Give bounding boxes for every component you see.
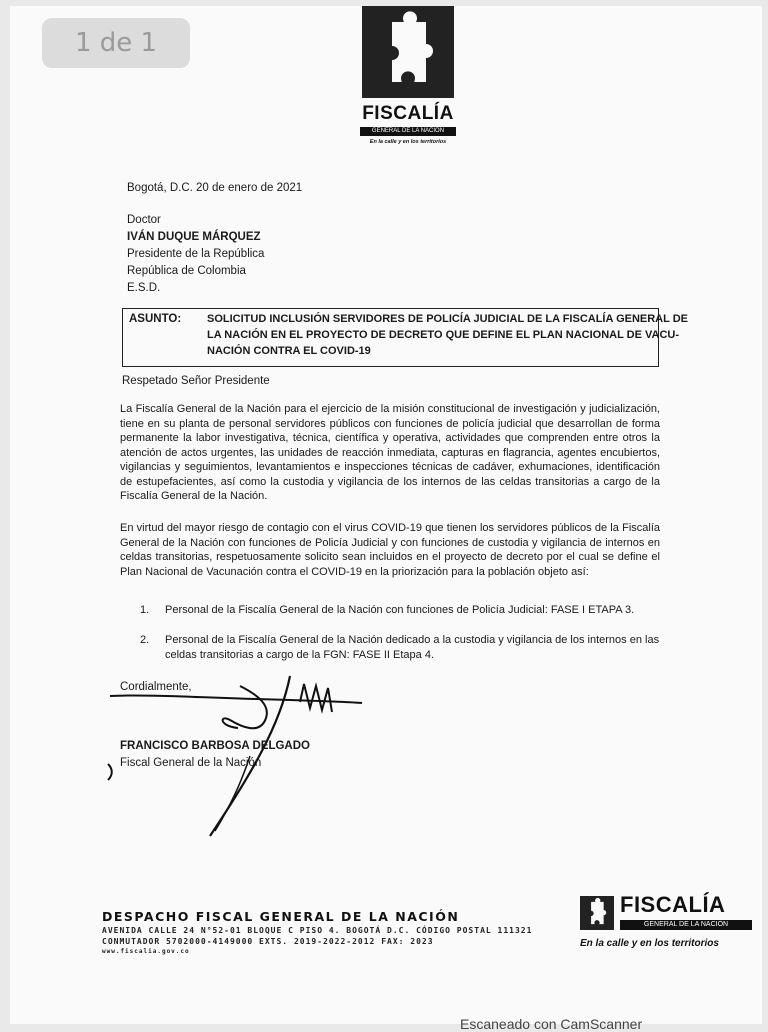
recipient-country: República de Colombia	[127, 265, 246, 277]
paragraph-1: La Fiscalía General de la Nación para el ejercicio de la misión constitucional de investigación y judicialización, tiene en su planta de personal servidores públicos con funciones de policía judicial que desarrollan de forma permanente la labor investigativa, técnica, científica y operativa, actividades que comprenden entre otros la atención de actos urgentes, las unidades de reacción inmediata, capturas en flagrancia, agentes encubiertos, vigilancias y seguimientos, levantamientos e inspecciones técnicas de cadáver, exhumaciones, identificación de estupefacientes, así como la custodia y vigilancia de los internos de las celdas transitorias a cargo de la Fiscalía General de la Nación.	[120, 403, 660, 502]
recipient-role: Presidente de la República	[127, 248, 265, 260]
subject-line-1: SOLICITUD INCLUSIÓN SERVIDORES DE POLICÍA JUDICIAL DE LA FISCALÍA GENERAL DE	[207, 313, 688, 325]
footer-website: www.fiscalia.gov.co	[102, 948, 190, 955]
puzzle-logo-icon	[362, 6, 454, 98]
page-indicator: 1 de 1	[42, 18, 190, 68]
puzzle-logo-small-icon	[580, 896, 614, 930]
salutation-title: Doctor	[127, 214, 161, 226]
footer-logo-bar: GENERAL DE LA NACIÓN	[620, 920, 752, 930]
logo-subtitle-bar: GENERAL DE LA NACIÓN	[360, 127, 456, 136]
subject-line-3: NACIÓN CONTRA EL COVID-19	[207, 345, 371, 357]
recipient-name: IVÁN DUQUE MÁRQUEZ	[127, 231, 261, 243]
subject-line-2: LA NACIÓN EN EL PROYECTO DE DECRETO QUE DEFINE EL PLAN NACIONAL DE VACU-	[207, 329, 680, 341]
logo-wordmark: FISCALÍA	[362, 103, 454, 124]
footer-address: AVENIDA CALLE 24 N°52-01 BLOQUE C PISO 4. BOGOTÁ D.C. CÓDIGO POSTAL 111321	[102, 926, 533, 935]
list-item-2-number: 2.	[140, 634, 150, 646]
subject-label: ASUNTO:	[129, 313, 182, 325]
list-item-2-line-2: celdas transitorias a cargo de la FGN: FASE II Etapa 4.	[165, 649, 435, 661]
signer-title: Fiscal General de la Nación	[120, 757, 262, 769]
footer-logo-wordmark: FISCALÍA	[620, 892, 726, 917]
greeting: Respetado Señor Presidente	[122, 375, 270, 387]
camscanner-watermark: Escaneado con CamScanner	[460, 1016, 643, 1032]
list-item-1-text: Personal de la Fiscalía General de la Nación con funciones de Policía Judicial: FASE I ETAPA 3.	[165, 604, 635, 616]
footer-logo-motto: En la calle y en los territorios	[580, 938, 719, 949]
footer-phone: CONMUTADOR 5702000-4149000 EXTS. 2019-2022-2012 FAX: 2023	[102, 937, 434, 946]
date-line: Bogotá, D.C. 20 de enero de 2021	[127, 182, 303, 194]
signer-name: FRANCISCO BARBOSA DELGADO	[120, 740, 310, 752]
footer-office: DESPACHO FISCAL GENERAL DE LA NACIÓN	[102, 909, 460, 924]
fiscalia-logo-bottom	[576, 890, 762, 960]
closing: Cordialmente,	[120, 681, 192, 693]
subject-box	[122, 308, 688, 367]
list-item-2-line-1: Personal de la Fiscalía General de la Nación dedicado a la custodia y vigilancia de los internos en las	[165, 634, 660, 646]
recipient-esd: E.S.D.	[127, 282, 161, 294]
fiscalia-logo-top	[354, 6, 462, 156]
list-item-1-number: 1.	[140, 604, 150, 616]
paragraph-2: En virtud del mayor riesgo de contagio con el virus COVID-19 que tienen los servidores públicos de la Fiscalía General de la Nación con funciones de Policía Judicial y con funciones de custodia y vigilancia de internos en celdas transitorias, respetuosamente solicito sean incluidos en el proyecto de decreto por el cual se define el Plan Nacional de Vacunación contra el COVID-19 en la priorización para la población objeto así:	[120, 522, 660, 578]
logo-motto: En la calle y en los territorios	[369, 139, 447, 145]
letter-page	[10, 6, 762, 1032]
